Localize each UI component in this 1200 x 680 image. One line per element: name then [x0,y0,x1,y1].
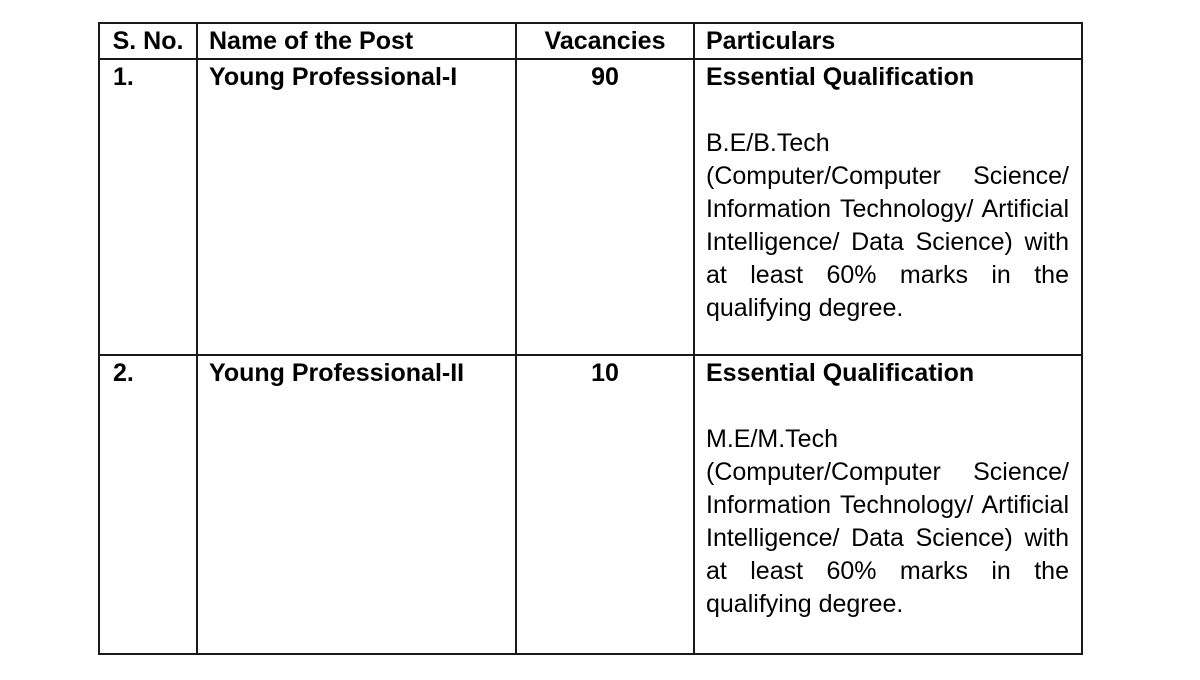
header-post-name: Name of the Post [197,23,516,59]
vacancy-table [98,22,1083,655]
table-row [99,59,1082,355]
header-particulars: Particulars [694,23,1082,59]
row-vacancies: 90 [516,59,694,355]
row-post-name: Young Professional-II [197,355,516,654]
qualification-degree: B.E/B.Tech [706,129,830,157]
row-post-name: Young Professional-I [197,59,516,355]
row-vacancies: 10 [516,355,694,654]
qualification-details: (Computer/Computer Science/ Information Technology/ Artificial Intelligence/ Data Science) with at least 60% marks in the qualifying degree. [706,162,1069,322]
row-particulars [694,59,1082,355]
header-sno: S. No. [99,23,197,59]
qualification-title: Essential Qualification [706,359,975,387]
qualification-details: (Computer/Computer Science/ Information Technology/ Artificial Intelligence/ Data Science) with at least 60% marks in the qualifying degree. [706,458,1069,618]
table-header-row [99,23,1082,59]
row-particulars [694,355,1082,654]
header-vacancies: Vacancies [516,23,694,59]
qualification-title: Essential Qualification [706,63,975,91]
row-sno: 1. [99,59,197,355]
qualification-degree: M.E/M.Tech [706,425,838,453]
row-sno: 2. [99,355,197,654]
table-row [99,355,1082,654]
